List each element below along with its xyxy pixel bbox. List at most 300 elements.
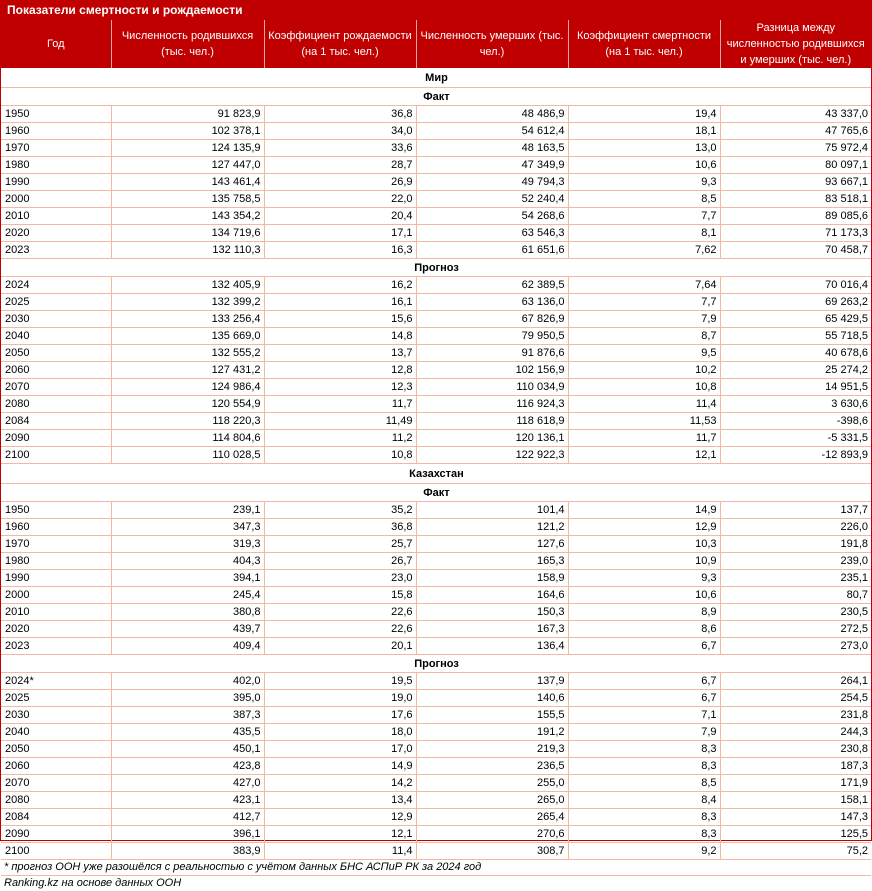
- cell-birth-rate: 19,5: [264, 673, 416, 690]
- table-row: [1, 792, 871, 809]
- cell-deaths: 110 034,9: [416, 379, 568, 396]
- cell-death-rate: 10,8: [568, 379, 720, 396]
- cell-year: 1990: [1, 570, 111, 587]
- cell-year: 2020: [1, 621, 111, 638]
- cell-year: 2000: [1, 587, 111, 604]
- cell-death-rate: 8,9: [568, 604, 720, 621]
- cell-deaths: 49 794,3: [416, 174, 568, 191]
- cell-birth-rate: 14,2: [264, 775, 416, 792]
- table-row: [1, 208, 871, 225]
- cell-births: 395,0: [111, 690, 264, 707]
- footnote: * прогноз ООН уже разошёлся с реальностью с учётом данных БНС АСПиР РК за 2024 год: [4, 861, 482, 873]
- cell-deaths: 48 486,9: [416, 106, 568, 123]
- cell-difference: 93 667,1: [720, 174, 871, 191]
- group-row: [1, 88, 871, 106]
- cell-year: 2025: [1, 294, 111, 311]
- cell-death-rate: 8,7: [568, 328, 720, 345]
- cell-year: 2010: [1, 604, 111, 621]
- cell-difference: 147,3: [720, 809, 871, 826]
- cell-deaths: 118 618,9: [416, 413, 568, 430]
- table-row: [1, 741, 871, 758]
- cell-births: 118 220,3: [111, 413, 264, 430]
- cell-death-rate: 6,7: [568, 673, 720, 690]
- cell-deaths: 165,3: [416, 553, 568, 570]
- cell-year: 2080: [1, 792, 111, 809]
- cell-birth-rate: 22,6: [264, 621, 416, 638]
- cell-death-rate: 9,3: [568, 174, 720, 191]
- table-row: [1, 519, 871, 536]
- data-table: [1, 20, 871, 860]
- cell-birth-rate: 20,4: [264, 208, 416, 225]
- cell-year: 2100: [1, 843, 111, 860]
- cell-death-rate: 10,6: [568, 157, 720, 174]
- cell-birth-rate: 12,8: [264, 362, 416, 379]
- cell-births: 347,3: [111, 519, 264, 536]
- cell-birth-rate: 26,7: [264, 553, 416, 570]
- cell-death-rate: 8,5: [568, 775, 720, 792]
- cell-deaths: 155,5: [416, 707, 568, 724]
- table-row: [1, 311, 871, 328]
- cell-death-rate: 9,2: [568, 843, 720, 860]
- cell-difference: 235,1: [720, 570, 871, 587]
- cell-births: 402,0: [111, 673, 264, 690]
- table-row: [1, 604, 871, 621]
- cell-difference: 69 263,2: [720, 294, 871, 311]
- header-row: [1, 20, 871, 68]
- cell-deaths: 265,0: [416, 792, 568, 809]
- cell-birth-rate: 13,4: [264, 792, 416, 809]
- table-row: [1, 106, 871, 123]
- cell-death-rate: 11,4: [568, 396, 720, 413]
- cell-births: 394,1: [111, 570, 264, 587]
- cell-difference: 25 274,2: [720, 362, 871, 379]
- cell-birth-rate: 17,1: [264, 225, 416, 242]
- cell-deaths: 61 651,6: [416, 242, 568, 259]
- cell-year: 1970: [1, 536, 111, 553]
- cell-deaths: 67 826,9: [416, 311, 568, 328]
- cell-year: 1980: [1, 553, 111, 570]
- cell-births: 127 431,2: [111, 362, 264, 379]
- source-note: Ranking.kz на основе данных ООН: [1, 875, 871, 891]
- header-birth-rate: Коэффициент рождаемости (на 1 тыс. чел.): [264, 20, 416, 68]
- cell-year: 2060: [1, 362, 111, 379]
- header-difference: Разница между численностью родившихся и умерших (тыс. чел.): [720, 20, 871, 68]
- cell-birth-rate: 19,0: [264, 690, 416, 707]
- cell-difference: 70 016,4: [720, 277, 871, 294]
- cell-death-rate: 8,1: [568, 225, 720, 242]
- cell-deaths: 164,6: [416, 587, 568, 604]
- cell-year: 2024: [1, 277, 111, 294]
- cell-difference: 254,5: [720, 690, 871, 707]
- cell-deaths: 52 240,4: [416, 191, 568, 208]
- cell-births: 114 804,6: [111, 430, 264, 447]
- cell-difference: 272,5: [720, 621, 871, 638]
- cell-deaths: 91 876,6: [416, 345, 568, 362]
- cell-death-rate: 8,6: [568, 621, 720, 638]
- table-row: [1, 140, 871, 157]
- cell-difference: 230,8: [720, 741, 871, 758]
- cell-death-rate: 7,62: [568, 242, 720, 259]
- cell-difference: 264,1: [720, 673, 871, 690]
- section-row: [1, 68, 871, 88]
- table-row: [1, 447, 871, 464]
- cell-deaths: 167,3: [416, 621, 568, 638]
- table-row: [1, 673, 871, 690]
- cell-births: 239,1: [111, 502, 264, 519]
- cell-births: 423,1: [111, 792, 264, 809]
- cell-birth-rate: 12,3: [264, 379, 416, 396]
- table-row: [1, 328, 871, 345]
- cell-death-rate: 8,5: [568, 191, 720, 208]
- cell-birth-rate: 15,8: [264, 587, 416, 604]
- cell-death-rate: 10,6: [568, 587, 720, 604]
- cell-deaths: 63 546,3: [416, 225, 568, 242]
- cell-birth-rate: 14,9: [264, 758, 416, 775]
- cell-births: 396,1: [111, 826, 264, 843]
- cell-death-rate: 6,7: [568, 690, 720, 707]
- cell-difference: 43 337,0: [720, 106, 871, 123]
- cell-deaths: 265,4: [416, 809, 568, 826]
- cell-difference: 75,2: [720, 843, 871, 860]
- cell-death-rate: 12,1: [568, 447, 720, 464]
- cell-birth-rate: 11,49: [264, 413, 416, 430]
- cell-births: 132 555,2: [111, 345, 264, 362]
- cell-births: 91 823,9: [111, 106, 264, 123]
- cell-difference: 244,3: [720, 724, 871, 741]
- cell-births: 110 028,5: [111, 447, 264, 464]
- cell-difference: 171,9: [720, 775, 871, 792]
- cell-births: 132 405,9: [111, 277, 264, 294]
- cell-births: 143 354,2: [111, 208, 264, 225]
- cell-deaths: 158,9: [416, 570, 568, 587]
- cell-difference: -398,6: [720, 413, 871, 430]
- cell-difference: 40 678,6: [720, 345, 871, 362]
- cell-deaths: 101,4: [416, 502, 568, 519]
- cell-births: 133 256,4: [111, 311, 264, 328]
- cell-year: 2030: [1, 311, 111, 328]
- cell-birth-rate: 34,0: [264, 123, 416, 140]
- cell-birth-rate: 28,7: [264, 157, 416, 174]
- cell-year: 2023: [1, 638, 111, 655]
- cell-difference: 239,0: [720, 553, 871, 570]
- cell-difference: 191,8: [720, 536, 871, 553]
- cell-birth-rate: 16,1: [264, 294, 416, 311]
- cell-death-rate: 8,3: [568, 758, 720, 775]
- cell-birth-rate: 22,0: [264, 191, 416, 208]
- cell-deaths: 127,6: [416, 536, 568, 553]
- cell-births: 412,7: [111, 809, 264, 826]
- cell-births: 450,1: [111, 741, 264, 758]
- table-row: [1, 690, 871, 707]
- cell-deaths: 54 268,6: [416, 208, 568, 225]
- cell-death-rate: 11,7: [568, 430, 720, 447]
- cell-birth-rate: 11,2: [264, 430, 416, 447]
- cell-difference: 187,3: [720, 758, 871, 775]
- cell-death-rate: 12,9: [568, 519, 720, 536]
- cell-difference: 3 630,6: [720, 396, 871, 413]
- cell-deaths: 62 389,5: [416, 277, 568, 294]
- table-row: [1, 826, 871, 843]
- cell-deaths: 48 163,5: [416, 140, 568, 157]
- cell-death-rate: 7,7: [568, 294, 720, 311]
- cell-year: 2050: [1, 345, 111, 362]
- group-row: [1, 259, 871, 277]
- cell-death-rate: 7,64: [568, 277, 720, 294]
- cell-year: 2050: [1, 741, 111, 758]
- cell-deaths: 140,6: [416, 690, 568, 707]
- table-row: [1, 621, 871, 638]
- cell-year: 2020: [1, 225, 111, 242]
- cell-year: 1950: [1, 502, 111, 519]
- cell-birth-rate: 16,3: [264, 242, 416, 259]
- cell-difference: 80,7: [720, 587, 871, 604]
- cell-birth-rate: 11,4: [264, 843, 416, 860]
- cell-deaths: 47 349,9: [416, 157, 568, 174]
- cell-birth-rate: 23,0: [264, 570, 416, 587]
- cell-year: 2070: [1, 775, 111, 792]
- table-row: [1, 536, 871, 553]
- cell-birth-rate: 22,6: [264, 604, 416, 621]
- cell-death-rate: 7,9: [568, 311, 720, 328]
- cell-year: 2024*: [1, 673, 111, 690]
- table-row: [1, 294, 871, 311]
- cell-difference: 47 765,6: [720, 123, 871, 140]
- table-title: Показатели смертности и рождаемости: [1, 0, 871, 20]
- cell-births: 423,8: [111, 758, 264, 775]
- cell-birth-rate: 11,7: [264, 396, 416, 413]
- cell-births: 404,3: [111, 553, 264, 570]
- cell-difference: 273,0: [720, 638, 871, 655]
- table-row: [1, 775, 871, 792]
- cell-births: 143 461,4: [111, 174, 264, 191]
- cell-year: 2090: [1, 826, 111, 843]
- cell-births: 127 447,0: [111, 157, 264, 174]
- cell-deaths: 137,9: [416, 673, 568, 690]
- cell-birth-rate: 10,8: [264, 447, 416, 464]
- table-row: [1, 191, 871, 208]
- cell-difference: 71 173,3: [720, 225, 871, 242]
- cell-death-rate: 10,9: [568, 553, 720, 570]
- cell-death-rate: 7,1: [568, 707, 720, 724]
- table-row: [1, 430, 871, 447]
- table-row: [1, 570, 871, 587]
- header-births: Численность родившихся (тыс. чел.): [111, 20, 264, 68]
- table-row: [1, 379, 871, 396]
- cell-death-rate: 14,9: [568, 502, 720, 519]
- cell-deaths: 121,2: [416, 519, 568, 536]
- table-row: [1, 345, 871, 362]
- table-row: [1, 843, 871, 860]
- cell-birth-rate: 16,2: [264, 277, 416, 294]
- table-row: [1, 587, 871, 604]
- cell-birth-rate: 18,0: [264, 724, 416, 741]
- cell-year: 2084: [1, 809, 111, 826]
- cell-difference: 75 972,4: [720, 140, 871, 157]
- cell-year: 2070: [1, 379, 111, 396]
- table-row: [1, 638, 871, 655]
- cell-birth-rate: 26,9: [264, 174, 416, 191]
- section-row: [1, 464, 871, 484]
- cell-death-rate: 8,3: [568, 809, 720, 826]
- cell-death-rate: 8,3: [568, 741, 720, 758]
- cell-birth-rate: 36,8: [264, 519, 416, 536]
- cell-birth-rate: 12,9: [264, 809, 416, 826]
- cell-year: 2060: [1, 758, 111, 775]
- cell-year: 2084: [1, 413, 111, 430]
- cell-birth-rate: 14,8: [264, 328, 416, 345]
- cell-year: 2080: [1, 396, 111, 413]
- cell-year: 2023: [1, 242, 111, 259]
- cell-death-rate: 13,0: [568, 140, 720, 157]
- cell-deaths: 116 924,3: [416, 396, 568, 413]
- cell-year: 2040: [1, 724, 111, 741]
- cell-birth-rate: 17,0: [264, 741, 416, 758]
- cell-births: 135 669,0: [111, 328, 264, 345]
- cell-births: 134 719,6: [111, 225, 264, 242]
- cell-difference: 226,0: [720, 519, 871, 536]
- cell-year: 1970: [1, 140, 111, 157]
- cell-deaths: 136,4: [416, 638, 568, 655]
- cell-difference: 89 085,6: [720, 208, 871, 225]
- cell-birth-rate: 12,1: [264, 826, 416, 843]
- table-row: [1, 157, 871, 174]
- cell-difference: -12 893,9: [720, 447, 871, 464]
- header-year: Год: [1, 20, 111, 68]
- cell-births: 245,4: [111, 587, 264, 604]
- cell-difference: 65 429,5: [720, 311, 871, 328]
- group-title: Факт: [1, 484, 871, 502]
- cell-births: 427,0: [111, 775, 264, 792]
- table-row: [1, 396, 871, 413]
- table-row: [1, 277, 871, 294]
- group-title: Факт: [1, 88, 871, 106]
- cell-year: 2040: [1, 328, 111, 345]
- cell-births: 120 554,9: [111, 396, 264, 413]
- table-row: [1, 123, 871, 140]
- group-row: [1, 484, 871, 502]
- cell-deaths: 79 950,5: [416, 328, 568, 345]
- cell-birth-rate: 25,7: [264, 536, 416, 553]
- cell-year: 1960: [1, 123, 111, 140]
- table-row: [1, 174, 871, 191]
- cell-year: 2090: [1, 430, 111, 447]
- cell-death-rate: 7,9: [568, 724, 720, 741]
- cell-birth-rate: 15,6: [264, 311, 416, 328]
- table-row: [1, 724, 871, 741]
- table-row: [1, 362, 871, 379]
- cell-difference: 55 718,5: [720, 328, 871, 345]
- cell-deaths: 63 136,0: [416, 294, 568, 311]
- cell-death-rate: 10,2: [568, 362, 720, 379]
- cell-births: 319,3: [111, 536, 264, 553]
- cell-birth-rate: 36,8: [264, 106, 416, 123]
- cell-deaths: 122 922,3: [416, 447, 568, 464]
- cell-births: 380,8: [111, 604, 264, 621]
- cell-death-rate: 8,3: [568, 826, 720, 843]
- cell-deaths: 219,3: [416, 741, 568, 758]
- cell-difference: 70 458,7: [720, 242, 871, 259]
- table-row: [1, 413, 871, 430]
- cell-year: 1990: [1, 174, 111, 191]
- cell-year: 2100: [1, 447, 111, 464]
- cell-deaths: 308,7: [416, 843, 568, 860]
- cell-deaths: 236,5: [416, 758, 568, 775]
- cell-birth-rate: 33,6: [264, 140, 416, 157]
- cell-deaths: 255,0: [416, 775, 568, 792]
- cell-birth-rate: 13,7: [264, 345, 416, 362]
- cell-birth-rate: 17,6: [264, 707, 416, 724]
- cell-death-rate: 6,7: [568, 638, 720, 655]
- cell-deaths: 54 612,4: [416, 123, 568, 140]
- cell-difference: 230,5: [720, 604, 871, 621]
- cell-death-rate: 19,4: [568, 106, 720, 123]
- header-death-rate: Коэффициент смертности (на 1 тыс. чел.): [568, 20, 720, 68]
- cell-births: 132 399,2: [111, 294, 264, 311]
- cell-year: 2030: [1, 707, 111, 724]
- table-row: [1, 242, 871, 259]
- cell-death-rate: 10,3: [568, 536, 720, 553]
- section-title: Мир: [1, 68, 871, 88]
- cell-deaths: 150,3: [416, 604, 568, 621]
- cell-difference: 231,8: [720, 707, 871, 724]
- table-row: [1, 758, 871, 775]
- cell-births: 132 110,3: [111, 242, 264, 259]
- cell-death-rate: 18,1: [568, 123, 720, 140]
- header-deaths: Численность умерших (тыс. чел.): [416, 20, 568, 68]
- cell-deaths: 270,6: [416, 826, 568, 843]
- cell-birth-rate: 35,2: [264, 502, 416, 519]
- cell-births: 383,9: [111, 843, 264, 860]
- cell-deaths: 191,2: [416, 724, 568, 741]
- cell-deaths: 102 156,9: [416, 362, 568, 379]
- cell-year: 2000: [1, 191, 111, 208]
- group-title: Прогноз: [1, 655, 871, 673]
- cell-year: 1980: [1, 157, 111, 174]
- cell-birth-rate: 20,1: [264, 638, 416, 655]
- table-row: [1, 707, 871, 724]
- cell-births: 387,3: [111, 707, 264, 724]
- table-body: [1, 68, 871, 860]
- cell-births: 102 378,1: [111, 123, 264, 140]
- table-row: [1, 502, 871, 519]
- cell-death-rate: 8,4: [568, 792, 720, 809]
- cell-death-rate: 9,5: [568, 345, 720, 362]
- table-row: [1, 809, 871, 826]
- section-title: Казахстан: [1, 464, 871, 484]
- group-row: [1, 655, 871, 673]
- cell-death-rate: 11,53: [568, 413, 720, 430]
- cell-births: 124 986,4: [111, 379, 264, 396]
- cell-births: 124 135,9: [111, 140, 264, 157]
- cell-difference: 125,5: [720, 826, 871, 843]
- table-row: [1, 225, 871, 242]
- cell-difference: 137,7: [720, 502, 871, 519]
- cell-births: 435,5: [111, 724, 264, 741]
- cell-year: 1950: [1, 106, 111, 123]
- cell-difference: 158,1: [720, 792, 871, 809]
- cell-death-rate: 7,7: [568, 208, 720, 225]
- cell-death-rate: 9,3: [568, 570, 720, 587]
- cell-year: 2025: [1, 690, 111, 707]
- cell-difference: 83 518,1: [720, 191, 871, 208]
- cell-difference: 14 951,5: [720, 379, 871, 396]
- cell-difference: 80 097,1: [720, 157, 871, 174]
- cell-year: 2010: [1, 208, 111, 225]
- cell-births: 409,4: [111, 638, 264, 655]
- cell-births: 135 758,5: [111, 191, 264, 208]
- cell-births: 439,7: [111, 621, 264, 638]
- cell-year: 1960: [1, 519, 111, 536]
